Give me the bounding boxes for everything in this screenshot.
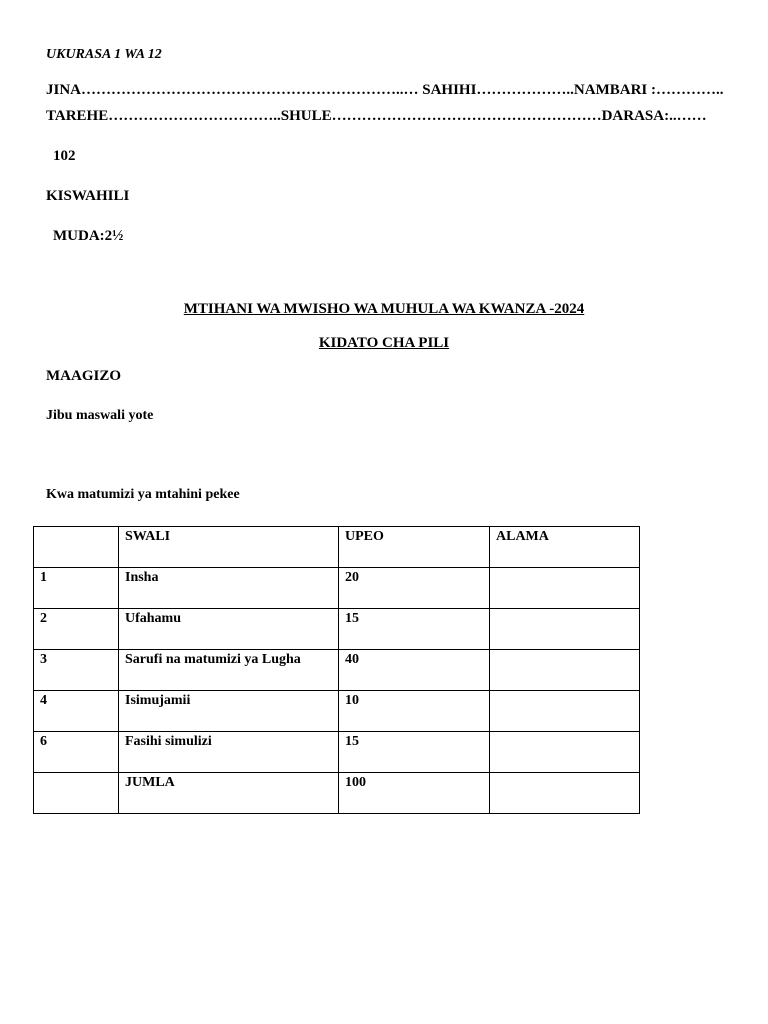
table-row	[34, 609, 640, 650]
row-score	[490, 609, 640, 650]
row-question: Insha	[119, 568, 339, 609]
exam-title: MTIHANI WA MWISHO WA MUHULA WA KWANZA -2024	[183, 301, 585, 317]
exam-class: KIDATO CHA PILI	[318, 335, 450, 351]
examiner-use-label: Kwa matumizi ya mtahini pekee	[46, 487, 240, 502]
name-signature-number-line: JINA………………………………………………………..… SAHIHI………………..NAMBARI :…………..	[46, 82, 724, 98]
subject-name: KISWAHILI	[46, 188, 130, 204]
header-cell-question: SWALI	[119, 527, 339, 568]
row-number: 3	[34, 650, 119, 691]
row-score	[490, 691, 640, 732]
row-question: Isimujamii	[119, 691, 339, 732]
table-row	[34, 691, 640, 732]
row-score	[490, 773, 640, 814]
row-number	[34, 773, 119, 814]
row-score	[490, 732, 640, 773]
marks-table	[33, 526, 640, 814]
header-cell-score: ALAMA	[490, 527, 640, 568]
instructions-heading: MAAGIZO	[46, 368, 121, 384]
row-max: 40	[339, 650, 490, 691]
row-number: 4	[34, 691, 119, 732]
table-row	[34, 650, 640, 691]
date-school-class-line: TAREHE……………………………..SHULE………………………………………………DARASA:..……	[46, 108, 707, 124]
header-cell-number	[34, 527, 119, 568]
row-question: Sarufi na matumizi ya Lugha	[119, 650, 339, 691]
row-question: JUMLA	[119, 773, 339, 814]
row-max: 15	[339, 732, 490, 773]
table-total-row	[34, 773, 640, 814]
table-row	[34, 732, 640, 773]
instructions-text: Jibu maswali yote	[46, 408, 154, 423]
row-max: 15	[339, 609, 490, 650]
table-header-row	[34, 527, 640, 568]
row-question: Ufahamu	[119, 609, 339, 650]
page-number: UKURASA 1 WA 12	[46, 47, 162, 62]
subject-code: 102	[53, 148, 76, 164]
header-cell-max: UPEO	[339, 527, 490, 568]
row-max: 100	[339, 773, 490, 814]
row-score	[490, 568, 640, 609]
row-score	[490, 650, 640, 691]
row-number: 6	[34, 732, 119, 773]
row-number: 2	[34, 609, 119, 650]
table-row	[34, 568, 640, 609]
row-question: Fasihi simulizi	[119, 732, 339, 773]
row-max: 20	[339, 568, 490, 609]
exam-duration: MUDA:2½	[53, 228, 124, 244]
row-number: 1	[34, 568, 119, 609]
row-max: 10	[339, 691, 490, 732]
